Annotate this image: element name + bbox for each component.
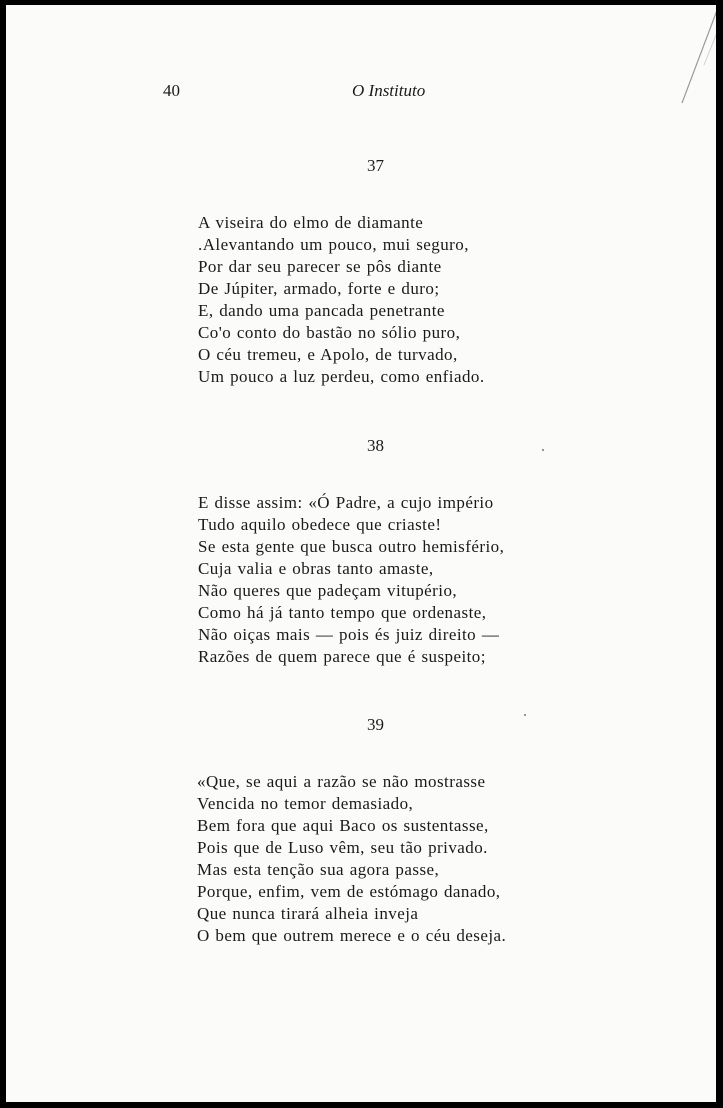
- verse-line: Por dar seu parecer se pôs diante: [198, 257, 442, 276]
- verse-line: Tudo aquilo obedece que criaste!: [198, 515, 442, 534]
- verse-line: O bem que outrem merece e o céu deseja.: [197, 926, 507, 945]
- verse-line: Bem fora que aqui Baco os sustentasse,: [197, 816, 489, 835]
- verse-line: Que nunca tirará alheia inveja: [197, 904, 419, 923]
- verse-line: Cuja valia e obras tanto amaste,: [198, 559, 434, 578]
- verse-line: Pois que de Luso vêm, seu tão privado.: [197, 838, 488, 857]
- running-title: O Instituto: [352, 81, 426, 100]
- stanza-lines: [198, 212, 485, 388]
- verse-line: Mas esta tenção sua agora passe,: [197, 860, 440, 879]
- verse-line: Razões de quem parece que é suspeito;: [198, 647, 486, 666]
- verse-line: Como há já tanto tempo que ordenaste,: [198, 603, 487, 622]
- verse-line: Co'o conto do bastão no sólio puro,: [198, 323, 461, 342]
- page-header: [6, 81, 716, 103]
- verse-line: E, dando uma pancada penetrante: [198, 301, 445, 320]
- stanza-number: 39: [367, 715, 384, 734]
- verse-line: Não oiças mais — pois és juiz direito —: [198, 625, 500, 644]
- verse-line: .Alevantando um pouco, mui seguro,: [198, 235, 469, 254]
- stanza-lines: [197, 771, 506, 947]
- verse-line: Se esta gente que busca outro hemisfério,: [198, 537, 505, 556]
- page-number: 40: [163, 81, 180, 100]
- verse-line: «Que, se aqui a razão se não mostrasse: [197, 772, 486, 791]
- book-page: [6, 5, 716, 1102]
- stanza-lines: [198, 492, 504, 668]
- stanza-number: 37: [367, 156, 384, 175]
- stanza-number: 38: [367, 436, 384, 455]
- verse-line: Vencida no temor demasiado,: [197, 794, 414, 813]
- verse-line: A viseira do elmo de diamante: [198, 213, 424, 232]
- print-speck: [524, 714, 526, 716]
- verse-line: Não queres que padeçam vitupério,: [198, 581, 458, 600]
- verse-line: Porque, enfim, vem de estómago danado,: [197, 882, 501, 901]
- verse-line: De Júpiter, armado, forte e duro;: [198, 279, 440, 298]
- verse-line: O céu tremeu, e Apolo, de turvado,: [198, 345, 458, 364]
- print-speck: [542, 449, 544, 451]
- verse-line: Um pouco a luz perdeu, como enfiado.: [198, 367, 485, 386]
- verse-line: E disse assim: «Ó Padre, a cujo império: [198, 493, 494, 512]
